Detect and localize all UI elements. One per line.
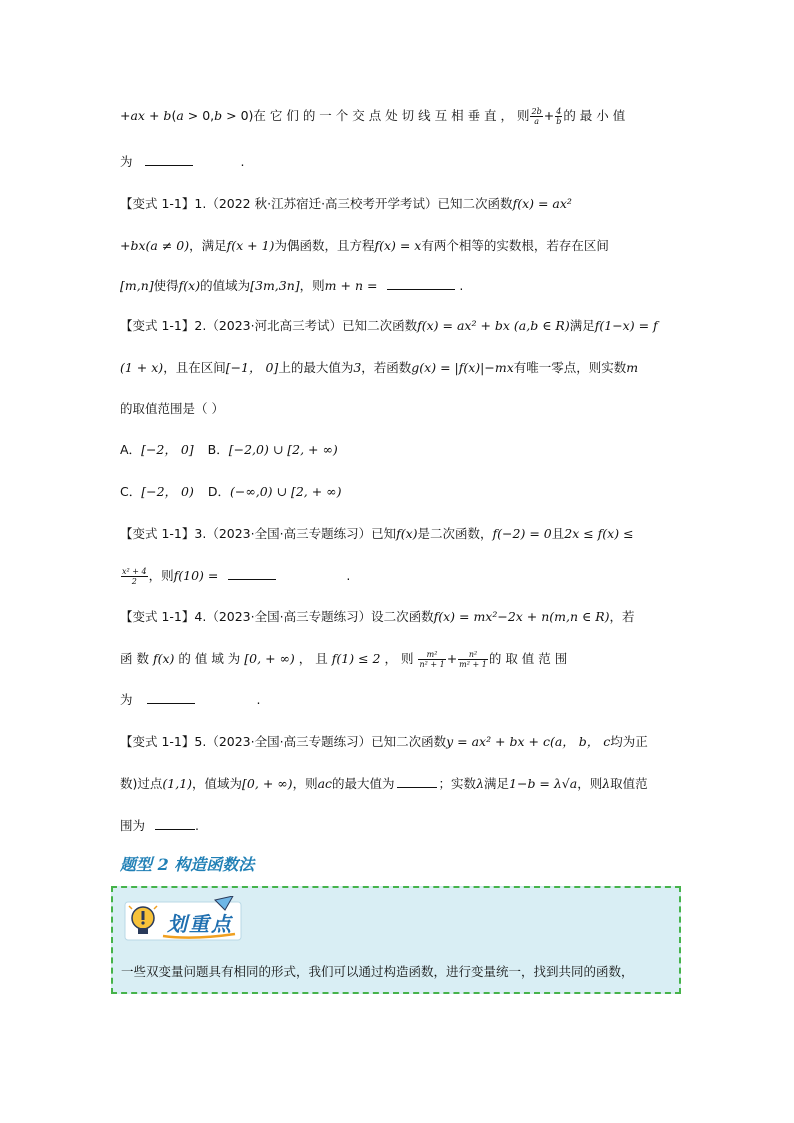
- denominator: m² + 1: [459, 660, 487, 669]
- text: .: [256, 692, 261, 707]
- numerator: n²: [458, 650, 488, 660]
- variant-2-line-1: [120, 316, 680, 336]
- text: ， 且: [298, 651, 328, 666]
- math: f(1) ≤ 2: [331, 651, 381, 666]
- math: f(−2) = 0: [492, 526, 552, 541]
- variant-5-line-1: [120, 732, 680, 752]
- text: +: [446, 651, 458, 666]
- math: [m,n]: [120, 278, 154, 293]
- text: 取值范: [610, 776, 648, 791]
- math: m: [626, 360, 639, 375]
- variant-5-line-2: [120, 774, 680, 794]
- math: [−1， 0]: [225, 360, 279, 375]
- math: b: [214, 108, 223, 123]
- option-a[interactable]: [120, 442, 194, 457]
- text: 围为: [120, 818, 146, 833]
- text: 的最大值为: [332, 776, 395, 791]
- math: m + n =: [324, 278, 378, 293]
- math: (1 + x): [120, 360, 164, 375]
- text: 为偶函数，且方程: [274, 238, 375, 253]
- text: ，若: [609, 609, 635, 624]
- math: g(x) = |f(x)|−mx: [411, 360, 514, 375]
- text: ，则: [299, 278, 325, 293]
- variant-4-line-2: [120, 649, 680, 669]
- text: （2023·河北高三考试）已知二次函数: [206, 318, 418, 333]
- variant-tag: 【变式 1-1】3.: [120, 526, 207, 541]
- variant-2-line-3: [120, 399, 680, 419]
- text: +: [543, 108, 555, 123]
- answer-blank[interactable]: [397, 775, 437, 788]
- options-row-2: [120, 482, 680, 502]
- text: ，则: [577, 776, 603, 791]
- variant-1-line-1: [120, 194, 680, 214]
- text: 为: [120, 154, 133, 169]
- fraction: [530, 107, 542, 126]
- option-label: B．: [207, 442, 229, 457]
- problem-continuation-line-2: [120, 152, 680, 172]
- numerator: m²: [418, 650, 445, 660]
- math: λ: [476, 776, 484, 791]
- text: ，若函数: [361, 360, 412, 375]
- text: +: [145, 108, 164, 123]
- variant-tag: 【变式 1-1】4.: [120, 609, 207, 624]
- text: 的取值范围是（ ）: [120, 401, 224, 416]
- text: ，则: [292, 776, 318, 791]
- math: [−2,0) ∪ [2, + ∞): [228, 442, 338, 457]
- variant-tag: 【变式 1-1】2.: [120, 318, 207, 333]
- math: f(x): [178, 278, 201, 293]
- answer-blank[interactable]: [228, 567, 276, 580]
- options-row-1: [120, 440, 680, 460]
- text: > 0: [222, 108, 249, 123]
- text: 是二次函数，: [417, 526, 493, 541]
- numerator: 2b: [531, 107, 542, 116]
- text: 为: [120, 692, 133, 707]
- option-d[interactable]: [208, 484, 342, 499]
- answer-blank[interactable]: [387, 277, 455, 290]
- math: f(x): [152, 651, 175, 666]
- variant-1-line-2: [120, 236, 680, 256]
- text: （2022 秋·江苏宿迁·高三校考开学考试）已知二次函数: [206, 196, 513, 211]
- text: ， 则: [384, 651, 414, 666]
- numerator: x² + 4: [122, 567, 147, 576]
- text: )在 它 们 的 一 个 交 点 处 切 线 互 相 垂 直 ， 则: [248, 108, 530, 123]
- variant-1-line-3: [120, 276, 680, 296]
- text: .: [459, 278, 464, 293]
- problem-continuation-line-1: [120, 106, 680, 126]
- variant-4-line-1: [120, 607, 680, 627]
- text: ，满足: [189, 238, 227, 253]
- text: （2023·全国·高三专题练习）已知: [206, 526, 397, 541]
- variant-4-line-3: [120, 690, 680, 710]
- text: 的 值 域 为: [178, 651, 241, 666]
- math: [−2， 0]: [141, 442, 194, 457]
- math: +bx(a ≠ 0): [120, 238, 190, 253]
- text: 的 最 小 值: [563, 108, 626, 123]
- math: a: [176, 108, 184, 123]
- text: 的 取 值 范 围: [488, 651, 568, 666]
- text: ，值域为: [192, 776, 243, 791]
- key-point-text: 一些双变量问题具有相同的形式，我们可以通过构造函数，进行变量统一，找到共同的函数，: [121, 964, 634, 979]
- text: 有两个相等的实数根，若存在区间: [421, 238, 609, 253]
- text: ；实数: [438, 776, 477, 791]
- option-b[interactable]: [208, 442, 338, 457]
- math: f(x) = x: [374, 238, 422, 253]
- variant-tag: 【变式 1-1】1.: [120, 196, 207, 211]
- text: 的值域为: [200, 278, 251, 293]
- option-label: C．: [120, 484, 142, 499]
- denominator: 2: [131, 577, 137, 586]
- text: 上的最大值为: [278, 360, 354, 375]
- variant-3-line-2: [120, 566, 680, 586]
- math: [−2， 0): [141, 484, 194, 499]
- math: 3: [353, 360, 362, 375]
- answer-blank[interactable]: [145, 153, 193, 166]
- fraction: [555, 107, 562, 126]
- math: [3m,3n]: [250, 278, 300, 293]
- math: b: [163, 108, 172, 123]
- math: (1,1): [162, 776, 193, 791]
- math: ax: [130, 108, 145, 123]
- text: （2023·全国·高三专题练习）已知二次函数: [206, 734, 447, 749]
- text: 均为正: [610, 734, 648, 749]
- math: f(x) = ax² + bx (a,b ∈ R): [417, 318, 570, 333]
- math: [0, + ∞): [244, 651, 295, 666]
- math: [0, + ∞): [242, 776, 293, 791]
- variant-3-line-1: [120, 524, 680, 544]
- variant-tag: 【变式 1-1】5.: [120, 734, 207, 749]
- text: > 0,: [183, 108, 215, 123]
- text: 数)过点: [120, 776, 163, 791]
- answer-blank[interactable]: [155, 817, 195, 830]
- key-point-label: 划重点: [167, 912, 233, 936]
- math: 1−b = λ√a: [509, 776, 578, 791]
- text: 且: [551, 526, 565, 541]
- denominator: a: [534, 117, 539, 126]
- math: f(x + 1): [226, 238, 275, 253]
- text: ，则: [148, 568, 174, 583]
- option-c[interactable]: [120, 484, 194, 499]
- denominator: b: [556, 117, 562, 126]
- text: （2023·全国·高三专题练习）设二次函数: [206, 609, 434, 624]
- variant-2-line-2: [120, 358, 680, 378]
- denominator: n² + 1: [419, 660, 445, 669]
- option-label: A．: [120, 442, 142, 457]
- option-label: D．: [207, 484, 230, 499]
- text: 有唯一零点，则实数: [513, 360, 627, 375]
- answer-blank[interactable]: [147, 691, 195, 704]
- text: 函 数: [120, 651, 149, 666]
- math: y = ax² + bx + c(a， b， c: [446, 734, 611, 749]
- math: ac: [317, 776, 333, 791]
- math: f(10) =: [173, 568, 219, 583]
- math: λ: [602, 776, 611, 791]
- text: 满足: [484, 776, 510, 791]
- key-point-badge: [123, 896, 243, 942]
- section-heading: 题型 2 构造函数法: [120, 855, 255, 874]
- numerator: 4: [556, 107, 562, 116]
- math: f(x) = mx²−2x + n(m,n ∈ R): [433, 609, 610, 624]
- fraction: [458, 650, 488, 669]
- math: (−∞,0) ∪ [2, + ∞): [229, 484, 342, 499]
- math: f(1−x) = f: [594, 318, 658, 333]
- math: f(x) = ax²: [512, 196, 572, 211]
- math: 2x ≤ f(x) ≤: [564, 526, 634, 541]
- text: (: [171, 108, 177, 123]
- math: f(x): [396, 526, 418, 541]
- variant-5-line-3: [120, 816, 680, 836]
- text: 满足: [569, 318, 595, 333]
- fraction: [418, 650, 445, 669]
- text: .: [346, 568, 351, 583]
- key-point-box: [111, 886, 681, 994]
- text: .: [195, 818, 199, 833]
- text: .: [240, 154, 245, 169]
- fraction: [121, 567, 148, 586]
- text: ，且在区间: [163, 360, 226, 375]
- text: 使得: [153, 278, 179, 293]
- text: +: [120, 108, 131, 123]
